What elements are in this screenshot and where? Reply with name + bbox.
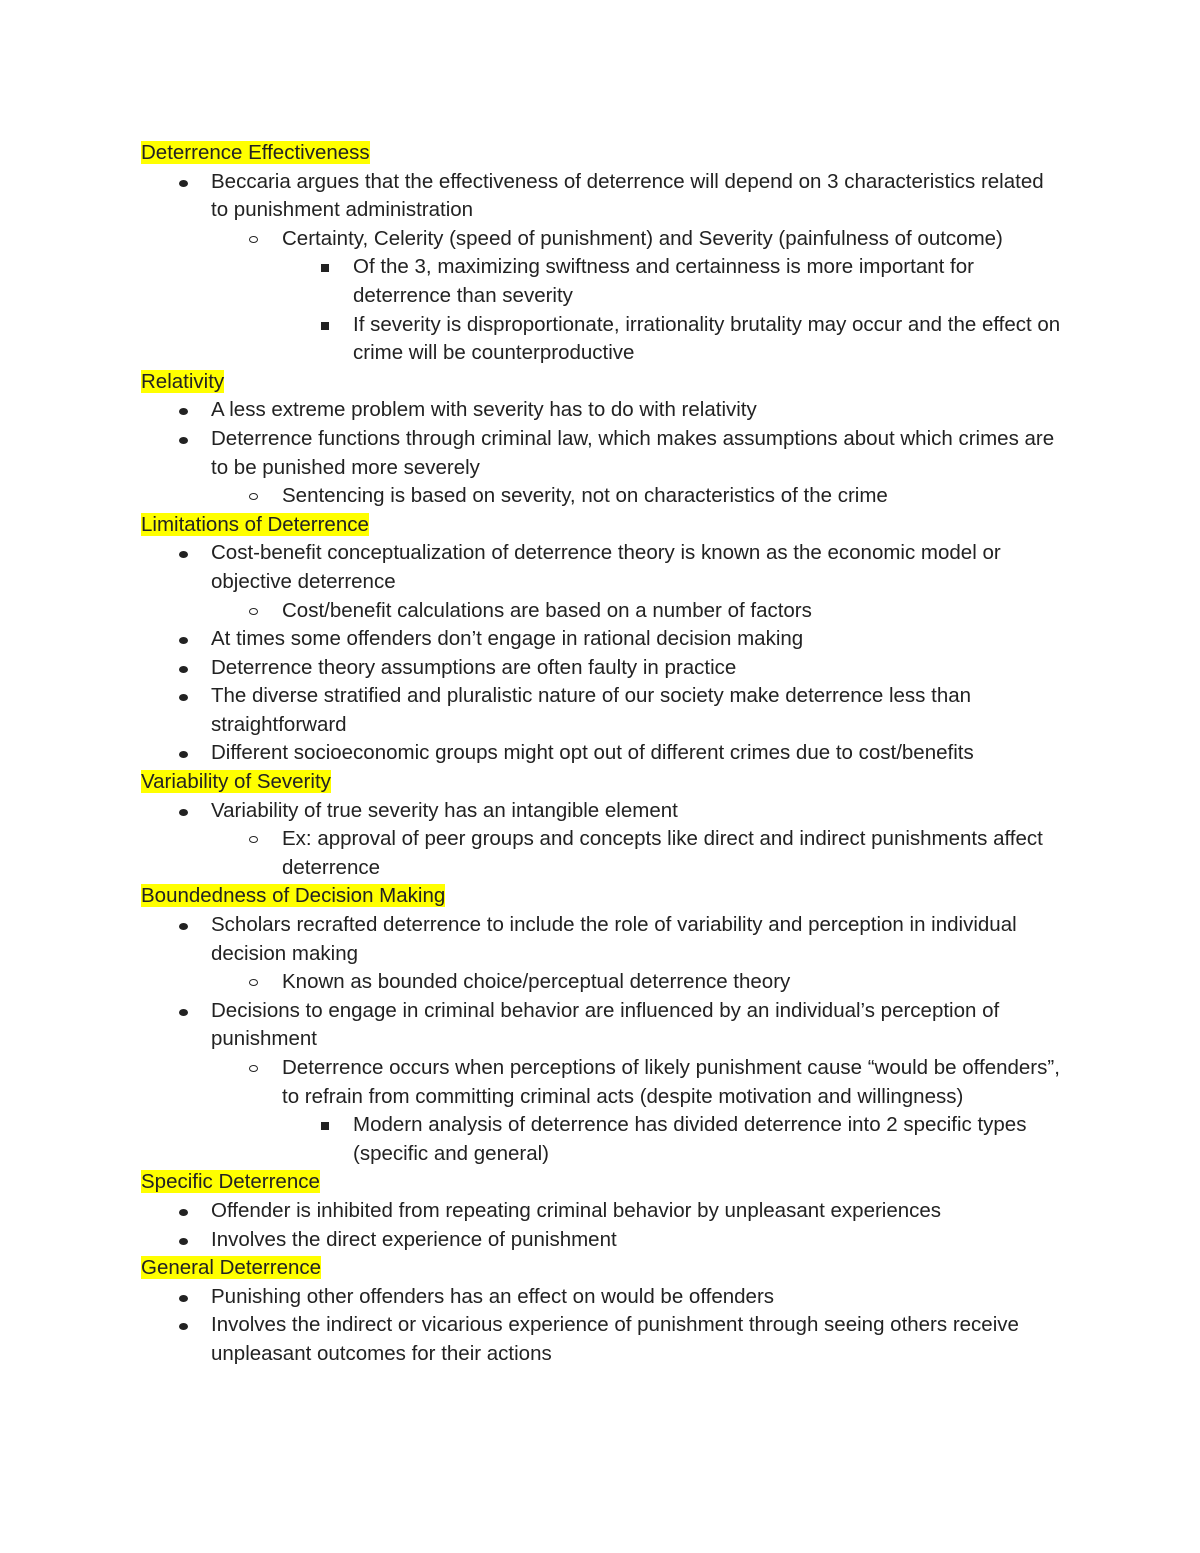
list-item-text: Known as bounded choice/perceptual deterrence theory <box>282 970 791 994</box>
section-heading <box>141 768 1066 797</box>
section-heading-text: Limitations of Deterrence <box>141 512 369 536</box>
list-item <box>141 654 1066 683</box>
list-item <box>141 997 1066 1054</box>
section-heading-text: Deterrence Effectiveness <box>141 141 370 164</box>
section-heading <box>141 882 1066 911</box>
filled-circle-bullet-icon <box>173 168 193 197</box>
section-bullet-list <box>141 797 1066 883</box>
list-item <box>141 253 1066 310</box>
filled-circle-bullet-icon <box>173 1311 193 1340</box>
list-item-text: Beccaria argues that the effectiveness of deterrence will depend on 3 characteristics related to punishment administration <box>211 169 1044 222</box>
section-heading-text: Specific Deterrence <box>141 1170 320 1194</box>
list-item <box>141 625 1066 654</box>
list-item-text: Cost-benefit conceptualization of deterrence theory is known as the economic model or objective deterrence <box>211 541 1001 593</box>
list-item <box>141 825 1066 882</box>
list-item-text: Ex: approval of peer groups and concepts like direct and indirect punishments affect deterrence <box>282 827 1043 879</box>
list-item-text: The diverse stratified and pluralistic nature of our society make deterrence less than straightforward <box>211 684 972 736</box>
list-item-text: Sentencing is based on severity, not on characteristics of the crime <box>282 484 888 508</box>
list-item-text: Decisions to engage in criminal behavior are influenced by an individual’s perception of punishment <box>211 998 1000 1051</box>
list-item-text: Certainty, Celerity (speed of punishment) and Severity (painfulness of outcome) <box>282 226 1003 250</box>
section-heading <box>141 1254 1066 1283</box>
hollow-circle-bullet-icon <box>244 482 264 511</box>
filled-circle-bullet-icon <box>173 682 193 711</box>
list-item <box>141 1111 1066 1168</box>
list-item <box>141 539 1066 596</box>
list-item-text: Cost/benefit calculations are based on a number of factors <box>282 598 812 622</box>
list-item <box>141 597 1066 626</box>
hollow-circle-bullet-icon <box>244 825 264 854</box>
section-bullet-list <box>141 168 1066 368</box>
list-item-text: If severity is disproportionate, irrationality brutality may occur and the effect on crime will be counterproductive <box>353 312 1061 365</box>
section-heading-text: Boundedness of Decision Making <box>141 884 446 908</box>
list-item <box>141 797 1066 826</box>
filled-circle-bullet-icon <box>173 425 193 454</box>
list-item <box>141 739 1066 768</box>
list-item-text: Involves the indirect or vicarious experience of punishment through seeing others receive unpleasant outcomes for their actions <box>211 1313 1019 1365</box>
filled-circle-bullet-icon <box>173 911 193 940</box>
filled-circle-bullet-icon <box>173 797 193 826</box>
section-bullet-list <box>141 911 1066 1168</box>
section-bullet-list <box>141 1197 1066 1254</box>
list-item <box>141 425 1066 482</box>
section-heading-text: General Deterrence <box>141 1256 322 1280</box>
list-item-text: Different socioeconomic groups might opt out of different crimes due to cost/benefits <box>211 741 974 765</box>
list-item <box>141 682 1066 739</box>
section-heading <box>141 368 1066 397</box>
section-heading <box>141 139 1066 168</box>
list-item-text: Modern analysis of deterrence has divided deterrence into 2 specific types (specific and general) <box>353 1113 1027 1165</box>
list-item-text: At times some offenders don’t engage in rational decision making <box>211 627 804 651</box>
list-item <box>141 311 1066 368</box>
list-item-text: Of the 3, maximizing swiftness and certainness is more important for deterrence than severity <box>353 255 974 307</box>
hollow-circle-bullet-icon <box>244 225 264 254</box>
filled-circle-bullet-icon <box>173 739 193 768</box>
filled-square-bullet-icon <box>315 1111 335 1140</box>
filled-circle-bullet-icon <box>173 1197 193 1226</box>
section-bullet-list <box>141 1283 1066 1369</box>
section-heading <box>141 1168 1066 1197</box>
list-item <box>141 911 1066 968</box>
list-item-text: Variability of true severity has an intangible element <box>211 798 678 822</box>
list-item <box>141 482 1066 511</box>
document-body <box>141 139 1066 1369</box>
list-item-text: Scholars recrafted deterrence to include the role of variability and perception in individual decision making <box>211 913 1017 965</box>
list-item <box>141 968 1066 997</box>
list-item <box>141 1283 1066 1312</box>
hollow-circle-bullet-icon <box>244 597 264 626</box>
filled-square-bullet-icon <box>315 253 335 282</box>
list-item-text: Offender is inhibited from repeating criminal behavior by unpleasant experiences <box>211 1198 942 1222</box>
section-heading <box>141 511 1066 540</box>
hollow-circle-bullet-icon <box>244 968 264 997</box>
filled-circle-bullet-icon <box>173 1226 193 1255</box>
filled-circle-bullet-icon <box>173 625 193 654</box>
filled-circle-bullet-icon <box>173 539 193 568</box>
list-item <box>141 1197 1066 1226</box>
filled-circle-bullet-icon <box>173 396 193 425</box>
list-item-text: Deterrence theory assumptions are often faulty in practice <box>211 655 737 679</box>
list-item-text: Punishing other offenders has an effect on would be offenders <box>211 1284 775 1308</box>
list-item <box>141 1226 1066 1255</box>
list-item <box>141 225 1066 254</box>
hollow-circle-bullet-icon <box>244 1054 264 1083</box>
list-item-text: Deterrence functions through criminal law, which makes assumptions about which crimes are to be punished more severely <box>211 426 1055 479</box>
list-item-text: A less extreme problem with severity has to do with relativity <box>211 398 757 422</box>
list-item <box>141 168 1066 225</box>
filled-square-bullet-icon <box>315 311 335 340</box>
section-bullet-list <box>141 539 1066 768</box>
section-heading-text: Relativity <box>141 369 225 393</box>
filled-circle-bullet-icon <box>173 1283 193 1312</box>
list-item <box>141 1054 1066 1111</box>
filled-circle-bullet-icon <box>173 654 193 683</box>
list-item-text: Deterrence occurs when perceptions of likely punishment cause “would be offenders”, to refrain from committing criminal acts (despite motivation and willingness) <box>282 1056 1060 1108</box>
section-bullet-list <box>141 396 1066 510</box>
list-item <box>141 396 1066 425</box>
section-heading-text: Variability of Severity <box>141 770 331 794</box>
filled-circle-bullet-icon <box>173 997 193 1026</box>
list-item <box>141 1311 1066 1368</box>
list-item-text: Involves the direct experience of punishment <box>211 1227 617 1251</box>
